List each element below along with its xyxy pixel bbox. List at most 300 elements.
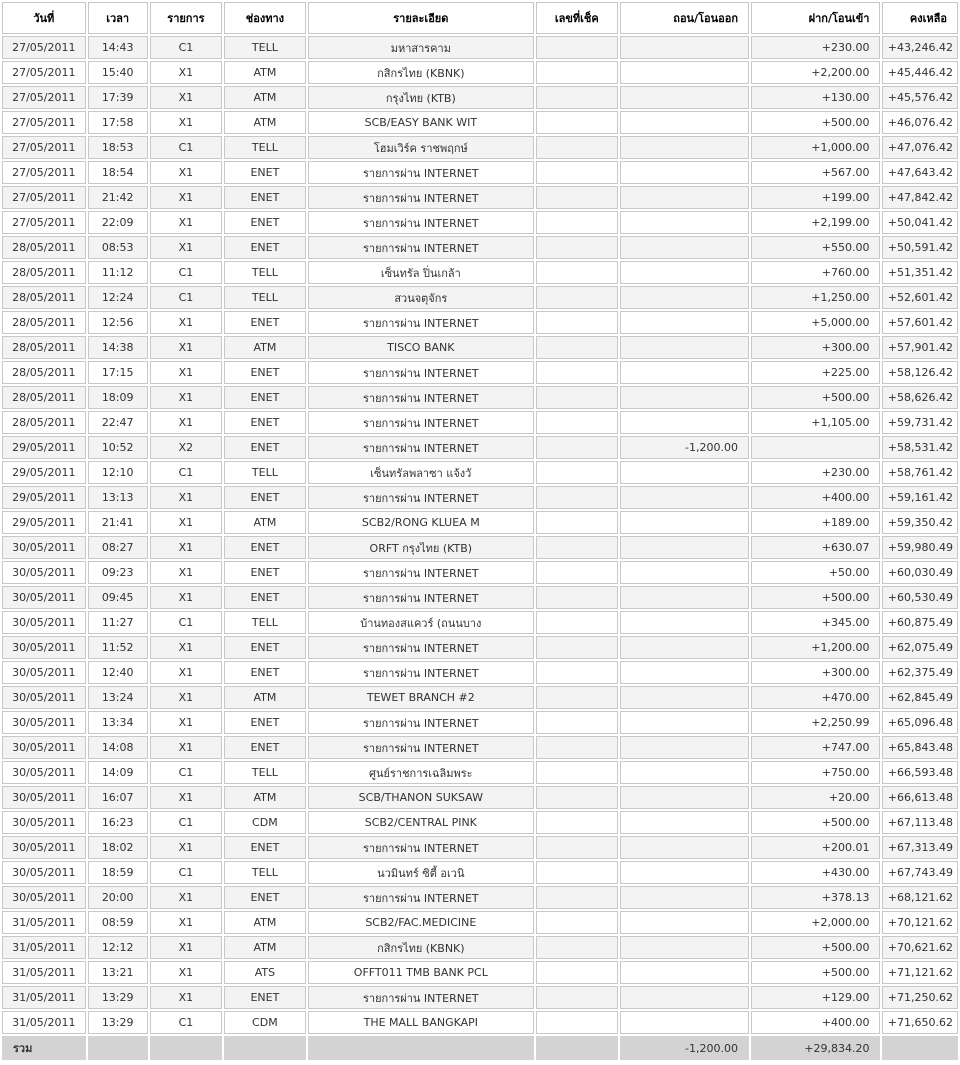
cell-type: C1 <box>150 461 222 484</box>
cell-balance: +62,845.49 <box>882 686 958 709</box>
cell-time: 13:21 <box>88 961 148 984</box>
cell-detail: รายการผ่าน INTERNET <box>308 636 534 659</box>
cell-balance: +67,743.49 <box>882 861 958 884</box>
cell-cheque <box>536 1011 618 1034</box>
cell-detail: รายการผ่าน INTERNET <box>308 886 534 909</box>
cell-date: 30/05/2011 <box>2 761 86 784</box>
cell-type: X1 <box>150 111 222 134</box>
cell-channel: ATM <box>224 111 306 134</box>
cell-deposit: +5,000.00 <box>751 311 880 334</box>
cell-channel: ENET <box>224 586 306 609</box>
cell-type: C1 <box>150 611 222 634</box>
cell-withdraw <box>620 911 749 934</box>
cell-cheque <box>536 436 618 459</box>
cell-cheque <box>536 611 618 634</box>
table-row[interactable] <box>2 436 958 459</box>
cell-channel: ENET <box>224 161 306 184</box>
cell-balance: +52,601.42 <box>882 286 958 309</box>
cell-balance: +67,113.48 <box>882 811 958 834</box>
cell-type: C1 <box>150 861 222 884</box>
cell-withdraw: -1,200.00 <box>620 436 749 459</box>
cell-withdraw <box>620 961 749 984</box>
cell-time: 16:07 <box>88 786 148 809</box>
table-row[interactable] <box>2 761 958 784</box>
cell-time: 09:23 <box>88 561 148 584</box>
cell-cheque <box>536 411 618 434</box>
cell-withdraw <box>620 511 749 534</box>
cell-detail: รายการผ่าน INTERNET <box>308 411 534 434</box>
cell-deposit: +747.00 <box>751 736 880 759</box>
cell-time: 16:23 <box>88 811 148 834</box>
cell-type: X1 <box>150 336 222 359</box>
cell-channel: ENET <box>224 361 306 384</box>
cell-type: C1 <box>150 261 222 284</box>
table-row[interactable] <box>2 336 958 359</box>
cell-deposit: +500.00 <box>751 936 880 959</box>
cell-time: 20:00 <box>88 886 148 909</box>
cell-detail: SCB2/FAC.MEDICINE <box>308 911 534 934</box>
cell-channel: ENET <box>224 886 306 909</box>
table-row[interactable] <box>2 586 958 609</box>
cell-time: 18:09 <box>88 386 148 409</box>
cell-date: 29/05/2011 <box>2 461 86 484</box>
cell-cheque <box>536 711 618 734</box>
cell-withdraw <box>620 761 749 784</box>
cell-channel: ENET <box>224 836 306 859</box>
cell-balance: +60,030.49 <box>882 561 958 584</box>
cell-date: 30/05/2011 <box>2 836 86 859</box>
cell-cheque <box>536 211 618 234</box>
cell-deposit: +230.00 <box>751 461 880 484</box>
cell-cheque <box>536 911 618 934</box>
cell-withdraw <box>620 111 749 134</box>
col-header-type[interactable]: รายการ <box>150 2 222 34</box>
cell-type: X1 <box>150 411 222 434</box>
cell-channel: ENET <box>224 186 306 209</box>
table-row[interactable] <box>2 461 958 484</box>
cell-time: 12:10 <box>88 461 148 484</box>
cell-type: C1 <box>150 286 222 309</box>
cell-date: 27/05/2011 <box>2 61 86 84</box>
cell-date: 31/05/2011 <box>2 911 86 934</box>
table-row[interactable] <box>2 561 958 584</box>
cell-type: X1 <box>150 736 222 759</box>
cell-channel: ENET <box>224 561 306 584</box>
cell-detail: กสิกรไทย (KBNK) <box>308 61 534 84</box>
total-empty <box>150 1036 222 1060</box>
table-row[interactable] <box>2 736 958 759</box>
table-row[interactable] <box>2 361 958 384</box>
cell-detail: รายการผ่าน INTERNET <box>308 311 534 334</box>
cell-date: 28/05/2011 <box>2 286 86 309</box>
table-row[interactable] <box>2 611 958 634</box>
cell-cheque <box>536 861 618 884</box>
cell-cheque <box>536 936 618 959</box>
cell-deposit: +2,200.00 <box>751 61 880 84</box>
cell-channel: ENET <box>224 736 306 759</box>
cell-balance: +57,901.42 <box>882 336 958 359</box>
cell-deposit: +300.00 <box>751 336 880 359</box>
cell-deposit: +470.00 <box>751 686 880 709</box>
cell-withdraw <box>620 261 749 284</box>
cell-withdraw <box>620 236 749 259</box>
cell-channel: ATM <box>224 936 306 959</box>
cell-detail: รายการผ่าน INTERNET <box>308 561 534 584</box>
cell-date: 30/05/2011 <box>2 811 86 834</box>
cell-balance: +70,621.62 <box>882 936 958 959</box>
cell-withdraw <box>620 286 749 309</box>
cell-cheque <box>536 586 618 609</box>
cell-detail: รายการผ่าน INTERNET <box>308 711 534 734</box>
cell-time: 18:02 <box>88 836 148 859</box>
cell-date: 27/05/2011 <box>2 186 86 209</box>
cell-balance: +47,076.42 <box>882 136 958 159</box>
col-header-detail[interactable]: รายละเอียด <box>308 2 534 34</box>
cell-detail: เซ็นทรัลพลาซา แจ้งวั <box>308 461 534 484</box>
cell-deposit: +500.00 <box>751 961 880 984</box>
cell-channel: ENET <box>224 436 306 459</box>
cell-withdraw <box>620 686 749 709</box>
col-header-deposit[interactable]: ฝาก/โอนเข้า <box>751 2 880 34</box>
cell-withdraw <box>620 536 749 559</box>
cell-date: 30/05/2011 <box>2 561 86 584</box>
cell-cheque <box>536 836 618 859</box>
cell-withdraw <box>620 611 749 634</box>
cell-date: 27/05/2011 <box>2 111 86 134</box>
cell-detail: บ้านทองสแควร์ (ถนนบาง <box>308 611 534 634</box>
cell-withdraw <box>620 86 749 109</box>
cell-withdraw <box>620 361 749 384</box>
cell-channel: TELL <box>224 261 306 284</box>
total-withdraw: -1,200.00 <box>620 1036 749 1060</box>
cell-detail: รายการผ่าน INTERNET <box>308 736 534 759</box>
cell-cheque <box>536 136 618 159</box>
cell-type: C1 <box>150 761 222 784</box>
cell-withdraw <box>620 386 749 409</box>
cell-withdraw <box>620 836 749 859</box>
cell-time: 14:38 <box>88 336 148 359</box>
cell-time: 18:53 <box>88 136 148 159</box>
table-row[interactable] <box>2 836 958 859</box>
cell-deposit: +500.00 <box>751 111 880 134</box>
table-row[interactable] <box>2 786 958 809</box>
cell-detail: THE MALL BANGKAPI <box>308 1011 534 1034</box>
cell-cheque <box>536 811 618 834</box>
total-deposit: +29,834.20 <box>751 1036 880 1060</box>
cell-date: 28/05/2011 <box>2 261 86 284</box>
cell-channel: TELL <box>224 286 306 309</box>
cell-type: X1 <box>150 661 222 684</box>
cell-balance: +58,626.42 <box>882 386 958 409</box>
table-row[interactable] <box>2 711 958 734</box>
cell-deposit: +2,250.99 <box>751 711 880 734</box>
table-row[interactable] <box>2 161 958 184</box>
cell-detail: TEWET BRANCH #2 <box>308 686 534 709</box>
cell-balance: +45,446.42 <box>882 61 958 84</box>
cell-detail: มหาสารคาม <box>308 36 534 59</box>
cell-cheque <box>536 361 618 384</box>
cell-time: 08:59 <box>88 911 148 934</box>
cell-date: 28/05/2011 <box>2 236 86 259</box>
cell-channel: CDM <box>224 811 306 834</box>
cell-deposit: +2,199.00 <box>751 211 880 234</box>
cell-channel: TELL <box>224 761 306 784</box>
table-row[interactable] <box>2 986 958 1009</box>
cell-deposit: +200.01 <box>751 836 880 859</box>
cell-withdraw <box>620 711 749 734</box>
cell-type: X2 <box>150 436 222 459</box>
cell-deposit: +225.00 <box>751 361 880 384</box>
cell-balance: +68,121.62 <box>882 886 958 909</box>
cell-withdraw <box>620 736 749 759</box>
cell-cheque <box>536 536 618 559</box>
total-label: รวม <box>2 1036 86 1060</box>
cell-cheque <box>536 61 618 84</box>
cell-cheque <box>536 986 618 1009</box>
cell-detail: เซ็นทรัล ปิ่นเกล้า <box>308 261 534 284</box>
cell-type: X1 <box>150 161 222 184</box>
cell-detail: TISCO BANK <box>308 336 534 359</box>
table-row[interactable] <box>2 511 958 534</box>
cell-detail: สวนจตุจักร <box>308 286 534 309</box>
cell-type: X1 <box>150 961 222 984</box>
cell-withdraw <box>620 1011 749 1034</box>
cell-type: X1 <box>150 386 222 409</box>
table-row[interactable] <box>2 686 958 709</box>
cell-time: 08:27 <box>88 536 148 559</box>
cell-channel: ENET <box>224 986 306 1009</box>
cell-time: 22:09 <box>88 211 148 234</box>
cell-deposit: +300.00 <box>751 661 880 684</box>
cell-balance: +51,351.42 <box>882 261 958 284</box>
cell-detail: รายการผ่าน INTERNET <box>308 986 534 1009</box>
cell-deposit: +130.00 <box>751 86 880 109</box>
cell-deposit: +1,000.00 <box>751 136 880 159</box>
table-row[interactable] <box>2 36 958 59</box>
cell-type: C1 <box>150 1011 222 1034</box>
cell-type: X1 <box>150 586 222 609</box>
cell-withdraw <box>620 861 749 884</box>
table-row[interactable] <box>2 211 958 234</box>
cell-channel: ENET <box>224 636 306 659</box>
cell-detail: รายการผ่าน INTERNET <box>308 236 534 259</box>
cell-deposit: +400.00 <box>751 1011 880 1034</box>
cell-date: 27/05/2011 <box>2 86 86 109</box>
table-row[interactable] <box>2 886 958 909</box>
cell-time: 18:59 <box>88 861 148 884</box>
cell-type: C1 <box>150 811 222 834</box>
cell-date: 30/05/2011 <box>2 736 86 759</box>
table-row[interactable] <box>2 811 958 834</box>
cell-cheque <box>536 336 618 359</box>
table-row[interactable] <box>2 136 958 159</box>
cell-detail: ศูนย์ราชการเฉลิมพระ <box>308 761 534 784</box>
cell-type: C1 <box>150 36 222 59</box>
cell-balance: +57,601.42 <box>882 311 958 334</box>
cell-type: X1 <box>150 936 222 959</box>
cell-cheque <box>536 236 618 259</box>
cell-detail: กรุงไทย (KTB) <box>308 86 534 109</box>
cell-channel: ATM <box>224 511 306 534</box>
cell-type: X1 <box>150 786 222 809</box>
cell-deposit: +500.00 <box>751 386 880 409</box>
cell-type: X1 <box>150 836 222 859</box>
cell-detail: SCB2/CENTRAL PINK <box>308 811 534 834</box>
col-header-balance[interactable]: คงเหลือ <box>882 2 958 34</box>
cell-detail: SCB2/RONG KLUEA M <box>308 511 534 534</box>
cell-type: X1 <box>150 61 222 84</box>
cell-deposit: +630.07 <box>751 536 880 559</box>
cell-time: 12:12 <box>88 936 148 959</box>
cell-date: 27/05/2011 <box>2 211 86 234</box>
cell-type: X1 <box>150 186 222 209</box>
cell-date: 30/05/2011 <box>2 586 86 609</box>
cell-time: 12:56 <box>88 311 148 334</box>
table-row[interactable] <box>2 386 958 409</box>
cell-cheque <box>536 636 618 659</box>
cell-channel: ENET <box>224 411 306 434</box>
cell-date: 30/05/2011 <box>2 786 86 809</box>
cell-type: X1 <box>150 311 222 334</box>
cell-date: 28/05/2011 <box>2 336 86 359</box>
cell-date: 29/05/2011 <box>2 486 86 509</box>
cell-date: 28/05/2011 <box>2 411 86 434</box>
cell-date: 30/05/2011 <box>2 636 86 659</box>
cell-cheque <box>536 86 618 109</box>
cell-date: 29/05/2011 <box>2 436 86 459</box>
cell-withdraw <box>620 811 749 834</box>
cell-time: 21:41 <box>88 511 148 534</box>
cell-time: 13:13 <box>88 486 148 509</box>
cell-channel: TELL <box>224 136 306 159</box>
total-empty <box>536 1036 618 1060</box>
table-row[interactable] <box>2 261 958 284</box>
cell-deposit: +378.13 <box>751 886 880 909</box>
cell-type: X1 <box>150 236 222 259</box>
cell-channel: TELL <box>224 611 306 634</box>
table-row[interactable] <box>2 536 958 559</box>
cell-channel: ATM <box>224 336 306 359</box>
total-row <box>2 1036 958 1060</box>
table-row[interactable] <box>2 486 958 509</box>
cell-balance: +65,096.48 <box>882 711 958 734</box>
total-empty <box>308 1036 534 1060</box>
cell-date: 30/05/2011 <box>2 536 86 559</box>
cell-deposit <box>751 436 880 459</box>
cell-detail: กสิกรไทย (KBNK) <box>308 936 534 959</box>
cell-withdraw <box>620 161 749 184</box>
cell-type: X1 <box>150 86 222 109</box>
cell-detail: SCB/EASY BANK WIT <box>308 111 534 134</box>
table-row[interactable] <box>2 61 958 84</box>
col-header-cheque[interactable]: เลขที่เช็ค <box>536 2 618 34</box>
col-header-time[interactable]: เวลา <box>88 2 148 34</box>
cell-cheque <box>536 286 618 309</box>
table-row[interactable] <box>2 1011 958 1034</box>
cell-withdraw <box>620 336 749 359</box>
cell-withdraw <box>620 411 749 434</box>
cell-cheque <box>536 486 618 509</box>
cell-withdraw <box>620 786 749 809</box>
cell-detail: รายการผ่าน INTERNET <box>308 211 534 234</box>
table-row[interactable] <box>2 911 958 934</box>
cell-detail: OFFT011 TMB BANK PCL <box>308 961 534 984</box>
cell-withdraw <box>620 136 749 159</box>
table-row[interactable] <box>2 236 958 259</box>
table-row[interactable] <box>2 861 958 884</box>
cell-withdraw <box>620 36 749 59</box>
cell-time: 14:09 <box>88 761 148 784</box>
cell-deposit: +2,000.00 <box>751 911 880 934</box>
cell-date: 28/05/2011 <box>2 361 86 384</box>
cell-cheque <box>536 461 618 484</box>
table-row[interactable] <box>2 661 958 684</box>
cell-detail: รายการผ่าน INTERNET <box>308 186 534 209</box>
table-row[interactable] <box>2 961 958 984</box>
cell-time: 22:47 <box>88 411 148 434</box>
cell-deposit: +1,200.00 <box>751 636 880 659</box>
table-row[interactable] <box>2 636 958 659</box>
table-row[interactable] <box>2 936 958 959</box>
table-row[interactable] <box>2 411 958 434</box>
total-empty <box>882 1036 958 1060</box>
table-row[interactable] <box>2 86 958 109</box>
cell-time: 17:58 <box>88 111 148 134</box>
cell-withdraw <box>620 486 749 509</box>
cell-date: 29/05/2011 <box>2 511 86 534</box>
cell-channel: ENET <box>224 236 306 259</box>
cell-cheque <box>536 511 618 534</box>
table-row[interactable] <box>2 186 958 209</box>
cell-detail: โฮมเวิร์ค ราชพฤกษ์ <box>308 136 534 159</box>
transaction-rows <box>2 36 958 1034</box>
col-header-channel[interactable]: ช่องทาง <box>224 2 306 34</box>
cell-date: 30/05/2011 <box>2 711 86 734</box>
cell-withdraw <box>620 211 749 234</box>
cell-channel: CDM <box>224 1011 306 1034</box>
cell-type: X1 <box>150 986 222 1009</box>
cell-type: C1 <box>150 136 222 159</box>
cell-balance: +67,313.49 <box>882 836 958 859</box>
cell-balance: +60,530.49 <box>882 586 958 609</box>
cell-balance: +43,246.42 <box>882 36 958 59</box>
table-row[interactable] <box>2 111 958 134</box>
cell-detail: รายการผ่าน INTERNET <box>308 486 534 509</box>
cell-type: X1 <box>150 211 222 234</box>
cell-detail: รายการผ่าน INTERNET <box>308 586 534 609</box>
cell-withdraw <box>620 586 749 609</box>
cell-balance: +59,980.49 <box>882 536 958 559</box>
cell-channel: TELL <box>224 861 306 884</box>
cell-date: 30/05/2011 <box>2 861 86 884</box>
cell-time: 12:24 <box>88 286 148 309</box>
cell-date: 30/05/2011 <box>2 686 86 709</box>
col-header-date[interactable]: วันที่ <box>2 2 86 34</box>
cell-detail: รายการผ่าน INTERNET <box>308 161 534 184</box>
cell-balance: +66,613.48 <box>882 786 958 809</box>
cell-channel: ATM <box>224 911 306 934</box>
cell-cheque <box>536 661 618 684</box>
table-row[interactable] <box>2 311 958 334</box>
cell-detail: ORFT กรุงไทย (KTB) <box>308 536 534 559</box>
total-empty <box>224 1036 306 1060</box>
cell-detail: รายการผ่าน INTERNET <box>308 436 534 459</box>
col-header-withdraw[interactable]: ถอน/โอนออก <box>620 2 749 34</box>
cell-channel: ENET <box>224 536 306 559</box>
cell-time: 13:24 <box>88 686 148 709</box>
table-row[interactable] <box>2 286 958 309</box>
cell-date: 31/05/2011 <box>2 1011 86 1034</box>
